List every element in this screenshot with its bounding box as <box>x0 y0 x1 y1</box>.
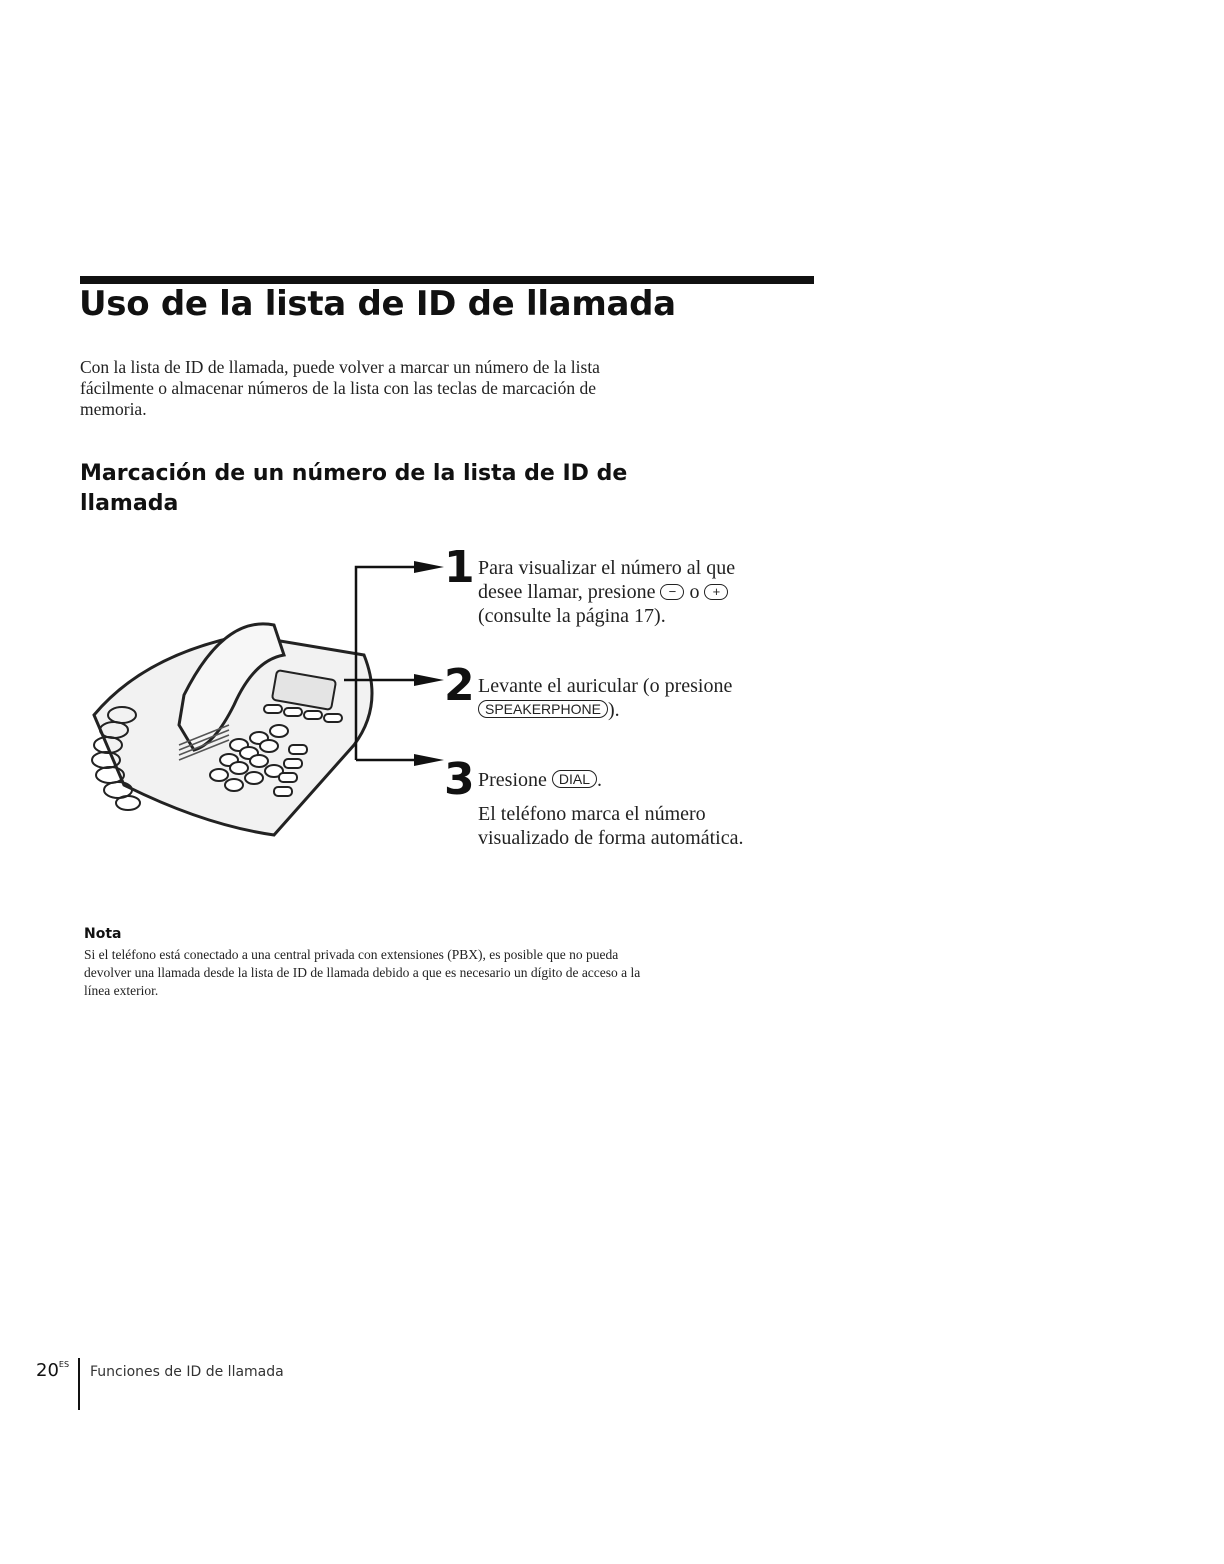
intro-paragraph: Con la lista de ID de llamada, puede volver a marcar un número de la lista fácilmente o almacenar números de la lista con las teclas de marcación de memoria. <box>80 357 600 419</box>
footer-divider <box>78 1358 80 1410</box>
note-heading: Nota <box>84 926 122 942</box>
step-text <box>478 556 778 628</box>
step-number: 2 <box>444 660 475 711</box>
step-text <box>478 768 778 792</box>
step-number: 1 <box>444 542 475 593</box>
dial-key: DIAL <box>552 770 597 788</box>
note-text: Si el teléfono está conectado a una central privada con extensiones (PBX), es posible que no pueda devolver una llamada desde la lista de ID de llamada debido a que es necesario un dígito de acceso a la línea exterior. <box>84 947 641 998</box>
step-text-part: (consulte la página 17). <box>478 605 666 627</box>
step-text-part: ). <box>607 699 620 721</box>
telephone-illustration <box>84 545 464 845</box>
step-text-part: . <box>597 769 603 791</box>
step-text-part: Levante el auricular (o presione <box>478 675 733 697</box>
step-text-part: Presione <box>478 769 552 791</box>
step-result-text: El teléfono marca el número visualizado de forma automática. <box>478 803 744 849</box>
title-rule <box>80 276 814 284</box>
page-title: Uso de la lista de ID de llamada <box>79 284 676 324</box>
step-number: 3 <box>444 754 475 805</box>
language-code: ES <box>58 1360 70 1369</box>
footer-section-title: Funciones de ID de llamada <box>90 1364 284 1380</box>
plus-key: + <box>704 584 728 600</box>
step-text <box>478 674 778 722</box>
minus-key: − <box>660 584 684 600</box>
page-number-value: 20 <box>36 1360 59 1381</box>
speakerphone-key: SPEAKERPHONE <box>478 700 608 718</box>
step-text-part: Para visualizar el número al que desee llamar, presione <box>478 557 736 603</box>
page-number <box>36 1360 69 1381</box>
step-text-part: o <box>684 581 705 603</box>
section-subtitle: Marcación de un número de la lista de ID de llamada <box>80 461 628 516</box>
